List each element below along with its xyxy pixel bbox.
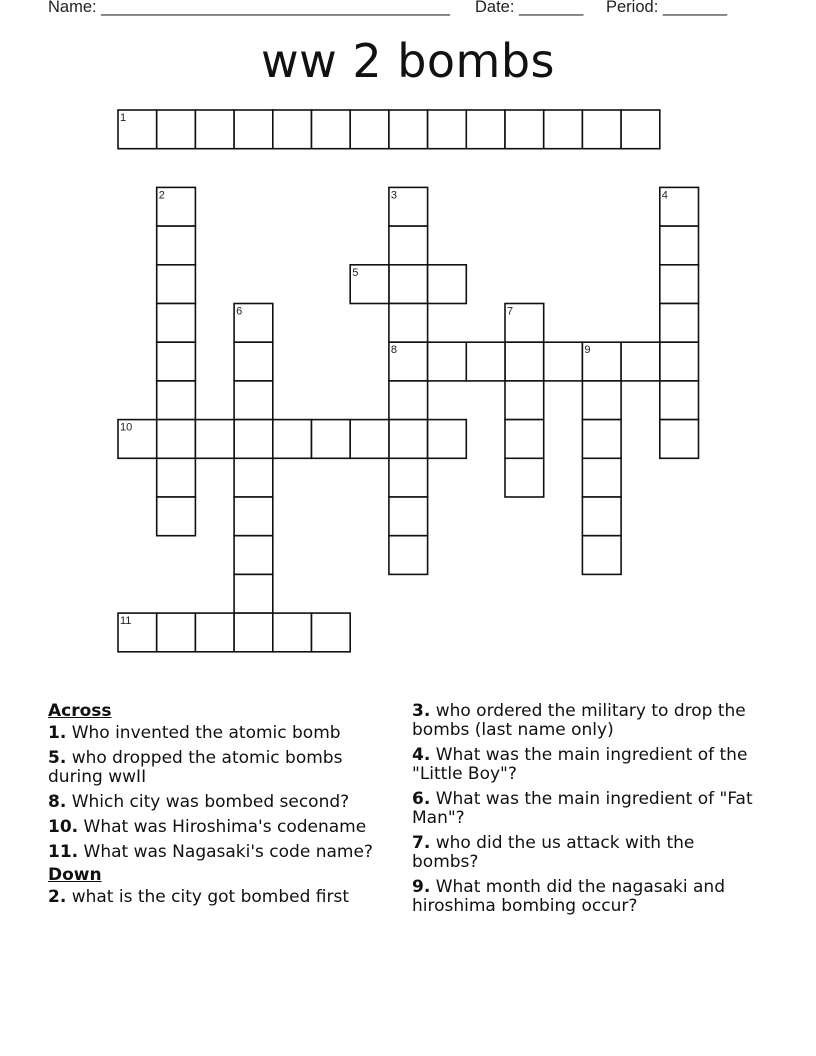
grid-cell[interactable] [195,613,234,652]
grid-cell[interactable] [582,420,621,459]
grid-cell[interactable] [428,420,467,459]
clues-right-column [412,702,757,922]
date-field[interactable]: Date: _______ [475,0,584,16]
grid-cell[interactable] [157,613,196,652]
name-field[interactable]: Name: ______________________________________ [48,0,450,16]
clue-number-label: 8 [390,344,398,357]
clue-down-2: 2. what is the city got bombed first [48,887,350,907]
clue-down-4: 4. What was the main ingredient of the "Little Boy"? [412,745,748,784]
clue-down-7: 7. who did the us attack with the bombs? [412,833,695,872]
grid-cell[interactable] [234,342,273,381]
clue-number-label: 1 [120,112,127,124]
clue-across-8: 8. Which city was bombed second? [48,792,350,812]
puzzle-title: ww 2 bombs [260,34,556,88]
grid-cell[interactable] [157,381,196,420]
clue-across-1: 1. Who invented the atomic bomb [48,723,341,743]
grid-cell[interactable] [389,420,428,459]
grid-cell[interactable] [582,381,621,420]
grid-cell[interactable] [312,420,351,459]
across-heading: Across [48,701,112,721]
grid-cell[interactable] [505,458,544,497]
clue-number-label: 5 [352,266,359,279]
grid-cell[interactable] [428,265,467,304]
grid-cell[interactable] [505,110,544,149]
grid-cell[interactable] [234,420,273,459]
grid-cell[interactable] [389,381,428,420]
clue-number-label: 9 [584,344,591,357]
grid-cell[interactable] [582,458,621,497]
grid-cell[interactable] [157,304,196,343]
grid-cell[interactable] [157,342,196,381]
grid-cell[interactable] [350,110,389,149]
grid-cell[interactable] [312,110,351,149]
grid-cell[interactable] [660,342,699,381]
grid-cell[interactable] [660,226,699,265]
grid-cell[interactable] [273,420,312,459]
grid-cell[interactable] [195,110,234,149]
grid-cell[interactable] [505,420,544,459]
grid-cell[interactable] [466,110,505,149]
clue-across-11: 11. What was Nagasaki's code name? [48,842,373,862]
clues-left-column [48,702,393,913]
grid-cell[interactable] [621,110,660,149]
grid-cell[interactable] [157,110,196,149]
grid-cell[interactable] [660,265,699,304]
clue-number-label: 4 [661,189,668,202]
grid-cell[interactable] [234,497,273,536]
clue-number-label: 6 [236,305,243,318]
grid-cell[interactable] [505,342,544,381]
clue-number-label: 3 [390,189,398,202]
grid-cell[interactable] [389,458,428,497]
clue-down-9: 9. What month did the nagasaki and hiroshima bombing occur? [412,877,725,916]
grid-cell[interactable] [234,574,273,613]
grid-cell[interactable] [234,458,273,497]
grid-cell[interactable] [660,420,699,459]
grid-cell[interactable] [389,110,428,149]
grid-cell[interactable] [157,420,196,459]
clue-number-label: 10 [120,421,133,434]
grid-cell[interactable] [582,536,621,575]
grid-cell[interactable] [195,420,234,459]
grid-cell[interactable] [273,613,312,652]
grid-cell[interactable] [234,381,273,420]
grid-cell[interactable] [466,342,505,381]
grid-cell[interactable] [582,497,621,536]
grid-cell[interactable] [428,342,467,381]
grid-cell[interactable] [389,226,428,265]
grid-cell[interactable] [234,110,273,149]
grid-cell[interactable] [582,110,621,149]
down-heading: Down [48,865,102,885]
clue-across-10: 10. What was Hiroshima's codename [48,817,367,837]
clue-number-label: 7 [507,305,514,318]
grid-cell[interactable] [389,265,428,304]
grid-cell[interactable] [234,536,273,575]
clue-number-label: 2 [158,189,165,202]
grid-cell[interactable] [428,110,467,149]
grid-cell[interactable] [157,458,196,497]
clue-number-label: 11 [120,615,132,628]
grid-cell[interactable] [389,304,428,343]
grid-cell[interactable] [389,497,428,536]
grid-cell[interactable] [505,381,544,420]
clue-down-3: 3. who ordered the military to drop the bombs (last name only) [412,701,746,740]
grid-cell[interactable] [273,110,312,149]
grid-cell[interactable] [544,342,583,381]
grid-cell[interactable] [157,226,196,265]
grid-cell[interactable] [389,536,428,575]
grid-cell[interactable] [660,381,699,420]
grid-cell[interactable] [157,497,196,536]
grid-cell[interactable] [234,613,273,652]
grid-cell[interactable] [157,265,196,304]
grid-cell[interactable] [544,110,583,149]
grid-cell[interactable] [350,420,389,459]
clue-down-6: 6. What was the main ingredient of "Fat Man"? [412,789,753,828]
grid-cell[interactable] [621,342,660,381]
grid-cell[interactable] [312,613,351,652]
period-field[interactable]: Period: _______ [606,0,728,16]
grid-cell[interactable] [660,304,699,343]
clue-across-5: 5. who dropped the atomic bombs during wwII [48,748,343,787]
